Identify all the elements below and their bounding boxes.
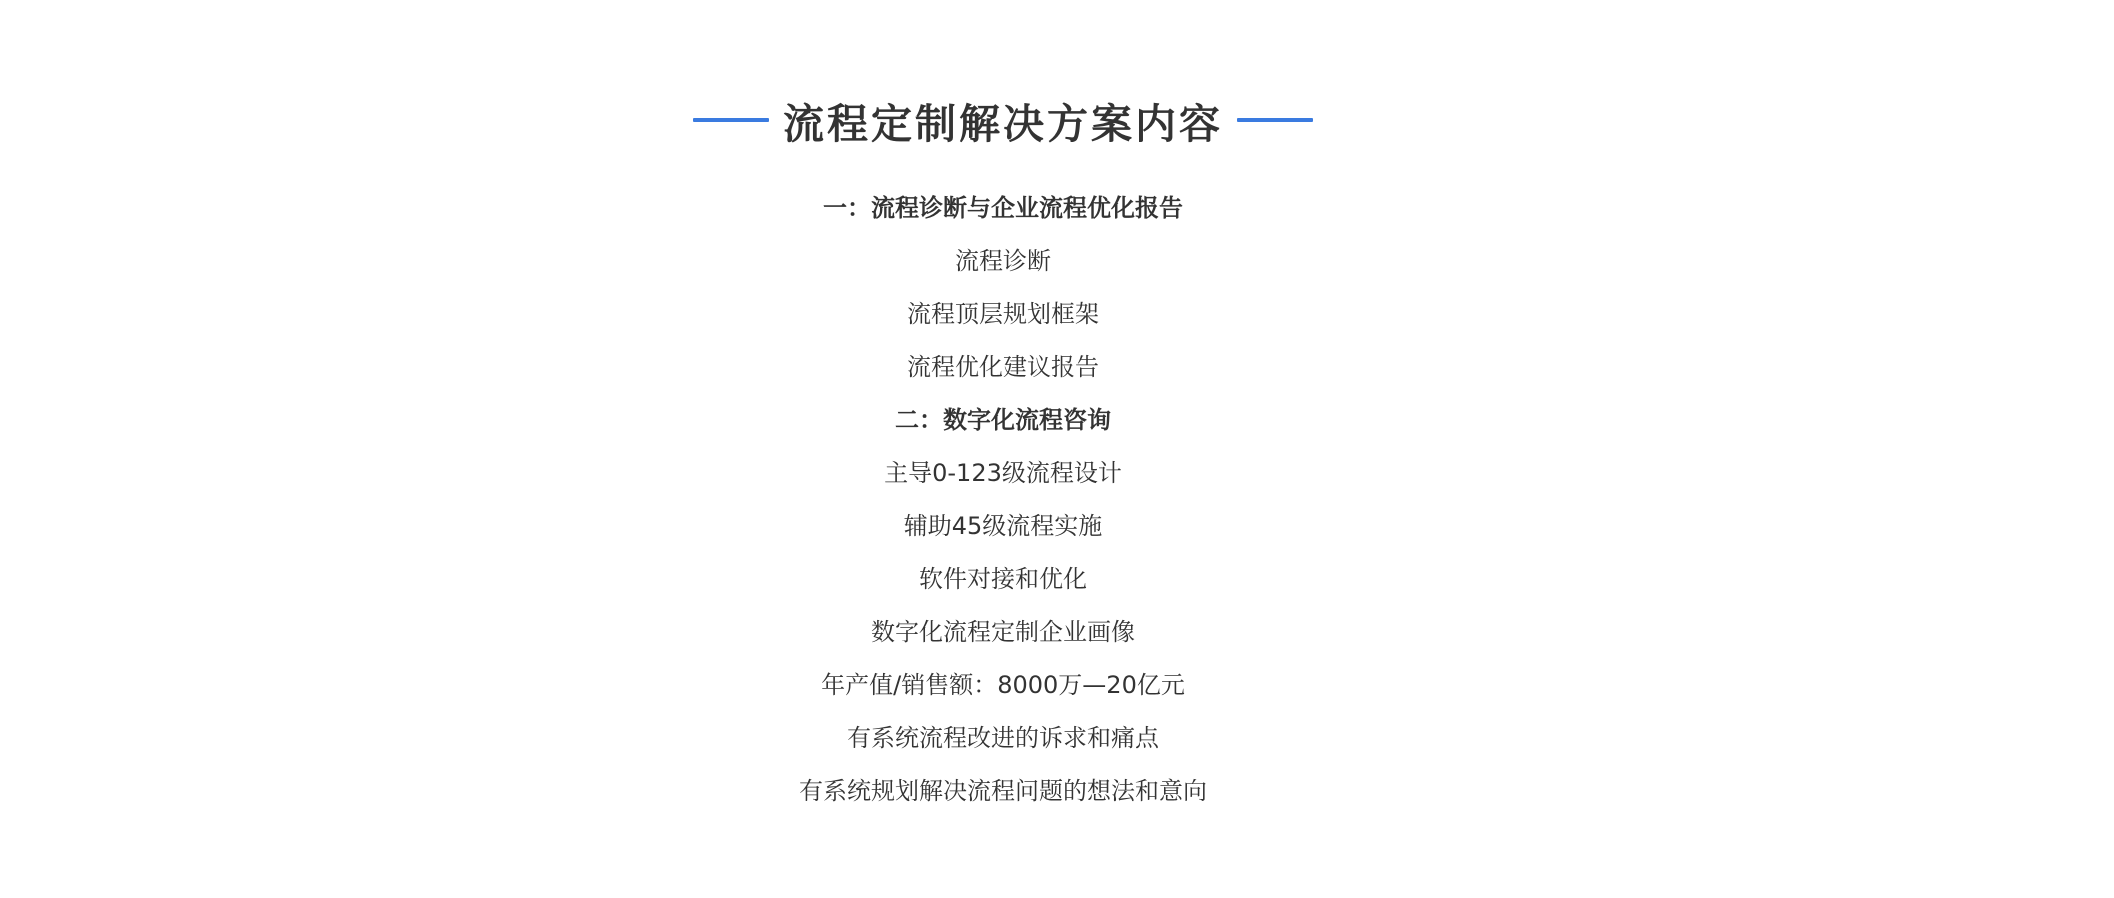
- list-item: 流程优化建议报告: [907, 353, 1099, 381]
- content-list: [0, 182, 2114, 818]
- list-item: 有系统规划解决流程问题的想法和意向: [799, 777, 1207, 805]
- list-item: 软件对接和优化: [919, 565, 1087, 593]
- list-item: 辅助45级流程实施: [903, 512, 1103, 540]
- list-item: 有系统流程改进的诉求和痛点: [847, 724, 1159, 752]
- section-header-inner: [693, 91, 1313, 150]
- right-decorative-line: [1237, 118, 1313, 122]
- list-item: 主导0-123级流程设计: [884, 459, 1122, 487]
- section-header: [0, 88, 2114, 152]
- section-heading-1: 一：流程诊断与企业流程优化报告: [823, 194, 1183, 222]
- section-heading-2: 二：数字化流程咨询: [895, 406, 1111, 434]
- list-item: 数字化流程定制企业画像: [871, 618, 1135, 646]
- list-item: 流程顶层规划框架: [907, 300, 1099, 328]
- list-item: 年产值/销售额：8000万—20亿元: [821, 671, 1185, 699]
- page-title: 流程定制解决方案内容: [783, 99, 1223, 148]
- list-item: 流程诊断: [955, 247, 1051, 275]
- content-list-inner: [799, 182, 1207, 818]
- left-decorative-line: [693, 118, 769, 122]
